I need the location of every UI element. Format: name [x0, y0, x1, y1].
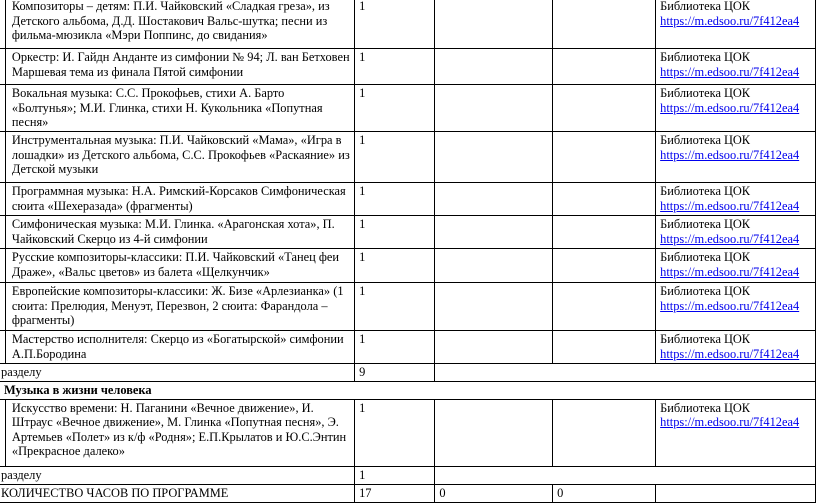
resource-library-label: Библиотека ЦОК [660, 133, 751, 147]
lesson-topic: Композиторы – детям: П.И. Чайковский «Сладкая греза», из Детского альбома, Д.Д. Шостакович Вальс-шутка; песни из фильма-мюзикла «Мэри Поппинс, до свидания» [5, 0, 354, 49]
resource-link[interactable]: https://m.edsoo.ru/7f412ea4 [660, 298, 800, 313]
section-header-row [0, 382, 816, 400]
hours-practical [553, 216, 656, 249]
section-total-hours: 9 [355, 364, 435, 382]
hours-practical [553, 0, 656, 49]
lesson-topic: Инструментальная музыка: П.И. Чайковский «Мама», «Игра в лошадки» из Детского альбома, С.С. Прокофьев «Раскаяние» из Детской музыки [5, 132, 354, 183]
resource-library-label: Библиотека ЦОК [660, 217, 751, 231]
hours-total: 1 [355, 399, 435, 466]
hours-practical [553, 49, 656, 85]
lesson-topic: Симфоническая музыка: М.И. Глинка. «Арагонская хота», П. Чайковский Скерцо из 4-й симфонии [5, 216, 354, 249]
resource-library-label: Библиотека ЦОК [660, 184, 751, 198]
section-total-row [0, 364, 816, 382]
lesson-topic: Оркестр: И. Гайдн Анданте из симфонии № 94; Л. ван Бетховен Маршевая тема из финала Пятой симфонии [5, 49, 354, 85]
section-total-hours: 1 [355, 466, 435, 484]
hours-control [435, 249, 553, 283]
section-total-empty [435, 466, 816, 484]
table-row [0, 132, 816, 183]
hours-control [435, 0, 553, 49]
grand-total-resources [656, 484, 816, 502]
table-row [0, 249, 816, 283]
grand-total-practical: 0 [553, 484, 656, 502]
table-row [0, 183, 816, 216]
resource-library-label: Библиотека ЦОК [660, 250, 751, 264]
grand-total-hours: 17 [355, 484, 435, 502]
resource-library-label: Библиотека ЦОК [660, 400, 751, 415]
hours-total: 1 [355, 216, 435, 249]
section-total-label: разделу [0, 364, 355, 382]
section-total-row [0, 466, 816, 484]
resource-link[interactable]: https://m.edsoo.ru/7f412ea4 [660, 147, 800, 162]
hours-control [435, 85, 553, 132]
hours-practical [553, 331, 656, 364]
resource-cell [656, 283, 816, 331]
lesson-topic: Программная музыка: Н.А. Римский-Корсаков Симфоническая сюита «Шехеразада» (фрагменты) [5, 183, 354, 216]
section-total-empty [435, 364, 816, 382]
resource-library-label: Библиотека ЦОК [660, 50, 751, 64]
table-row [0, 216, 816, 249]
resource-library-label: Библиотека ЦОК [660, 284, 751, 298]
resource-link[interactable]: https://m.edsoo.ru/7f412ea4 [660, 64, 800, 79]
table-row [0, 85, 816, 132]
hours-total: 1 [355, 249, 435, 283]
table-row [0, 283, 816, 331]
lesson-topic: Русские композиторы-классики: П.И. Чайковский «Танец феи Драже», «Вальс цветов» из балета «Щелкунчик» [5, 249, 354, 283]
hours-control [435, 132, 553, 183]
table-row [0, 49, 816, 85]
resource-cell [656, 85, 816, 132]
section-total-label: разделу [0, 466, 355, 484]
resource-cell [656, 49, 816, 85]
hours-control [435, 216, 553, 249]
resource-link[interactable]: https://m.edsoo.ru/7f412ea4 [660, 198, 800, 213]
resource-library-label: Библиотека ЦОК [660, 0, 751, 13]
hours-total: 1 [355, 0, 435, 49]
lesson-topic: Европейские композиторы-классики: Ж. Бизе «Арлезианка» (1 сюита: Прелюдия, Менуэт, Перезвон, 2 сюита: Фарандола – фрагменты) [5, 283, 354, 331]
grand-total-label: КОЛИЧЕСТВО ЧАСОВ ПО ПРОГРАММЕ [0, 484, 355, 502]
resource-library-label: Библиотека ЦОК [660, 86, 751, 100]
hours-control [435, 183, 553, 216]
hours-total: 1 [355, 283, 435, 331]
resource-cell [656, 249, 816, 283]
resource-cell [656, 183, 816, 216]
lesson-topic: Искусство времени: Н. Паганини «Вечное движение», И. Штраус «Вечное движение», М. Глинка «Попутная песня», Э. Артемьев «Полет» из к/ф «Родня»; Е.П.Крылатов и Ю.С.Энтин «Прекрасное далеко» [5, 399, 354, 466]
grand-total-row [0, 484, 816, 502]
resource-link[interactable]: https://m.edsoo.ru/7f412ea4 [660, 13, 800, 28]
lesson-topic: Вокальная музыка: С.С. Прокофьев, стихи А. Барто «Болтунья»; М.И. Глинка, стихи Н. Кукольника «Попутная песня» [5, 85, 354, 132]
section-title: Музыка в жизни человека [0, 382, 816, 400]
resource-library-label: Библиотека ЦОК [660, 332, 751, 346]
hours-total: 1 [355, 49, 435, 85]
resource-cell [656, 216, 816, 249]
hours-total: 1 [355, 132, 435, 183]
resource-cell [656, 132, 816, 183]
hours-practical [553, 132, 656, 183]
hours-practical [553, 283, 656, 331]
table-row [0, 0, 816, 49]
lesson-topic: Мастерство исполнителя: Скерцо из «Богатырской» симфонии А.П.Бородина [5, 331, 354, 364]
grand-total-control: 0 [435, 484, 553, 502]
resource-cell [656, 399, 816, 466]
resource-link[interactable]: https://m.edsoo.ru/7f412ea4 [660, 231, 800, 246]
table-row [0, 399, 816, 466]
hours-practical [553, 249, 656, 283]
hours-control [435, 283, 553, 331]
resource-link[interactable]: https://m.edsoo.ru/7f412ea4 [660, 264, 800, 279]
hours-control [435, 399, 553, 466]
hours-practical [553, 399, 656, 466]
table-row [0, 331, 816, 364]
resource-link[interactable]: https://m.edsoo.ru/7f412ea4 [660, 100, 800, 115]
resource-link[interactable]: https://m.edsoo.ru/7f412ea4 [660, 346, 800, 361]
hours-control [435, 49, 553, 85]
hours-total: 1 [355, 331, 435, 364]
hours-practical [553, 183, 656, 216]
resource-cell [656, 331, 816, 364]
hours-total: 1 [355, 85, 435, 132]
hours-practical [553, 85, 656, 132]
hours-control [435, 331, 553, 364]
hours-total: 1 [355, 183, 435, 216]
resource-link[interactable]: https://m.edsoo.ru/7f412ea4 [660, 415, 800, 430]
resource-cell [656, 0, 816, 49]
